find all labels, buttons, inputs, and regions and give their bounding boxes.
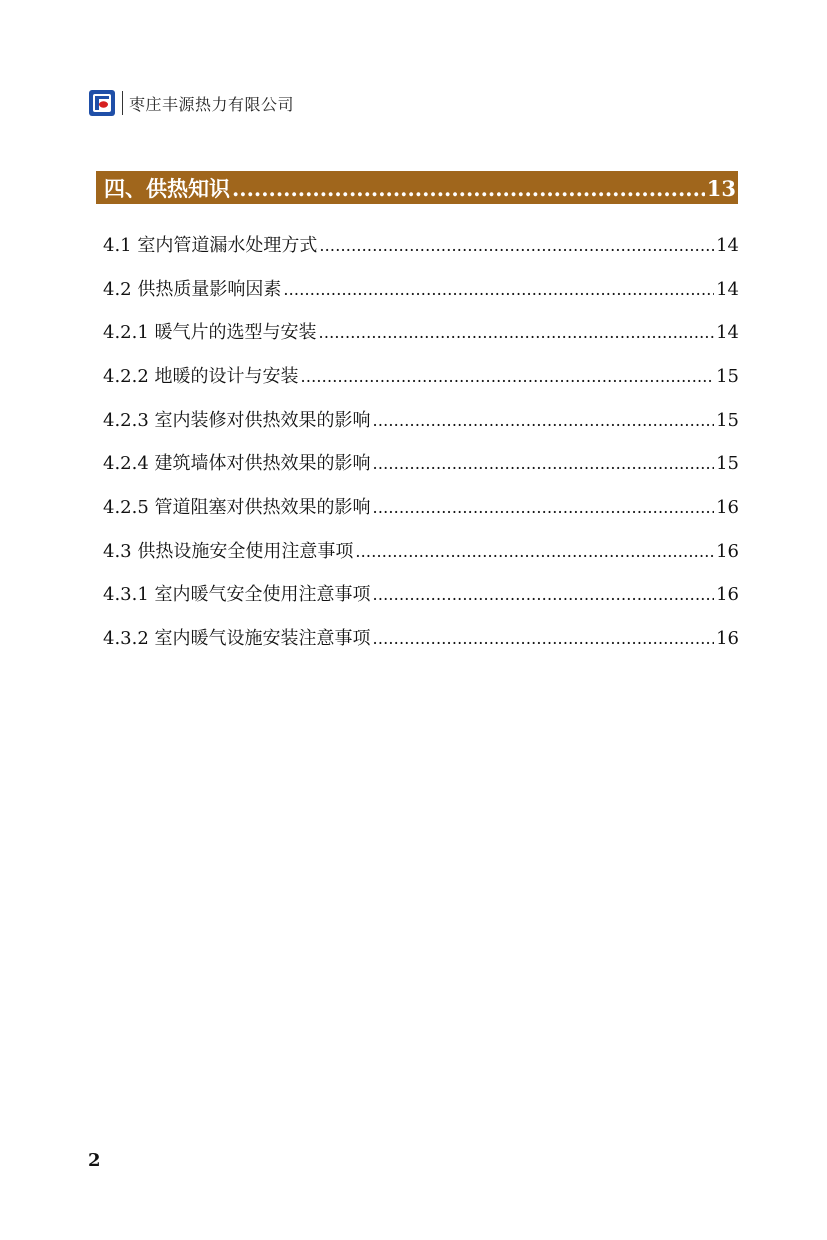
toc-entry[interactable] [103,572,739,616]
toc-entry-label: 4.2.5 管道阻塞对供热效果的影响 [103,496,371,518]
dot-leader [319,323,715,342]
page-number: 2 [88,1150,101,1171]
toc-entry-page: 15 [716,365,739,387]
toc-entry[interactable] [103,397,739,441]
dot-leader [355,542,714,561]
toc-entry-label: 4.2.3 室内装修对供热效果的影响 [103,409,371,431]
toc-entry-label: 4.3.1 室内暖气安全使用注意事项 [103,584,371,606]
fengyuan-logo-icon [88,89,116,117]
toc-entry[interactable] [103,309,739,353]
toc-entry-page: 15 [716,409,739,431]
dot-leader [373,585,715,604]
toc-entry-label: 4.2.2 地暖的设计与安装 [103,365,299,387]
dot-leader [232,176,705,201]
toc-entry-label: 4.2.4 建筑墙体对供热效果的影响 [103,453,371,475]
dot-leader [283,280,714,299]
toc-entry-label: 4.3 供热设施安全使用注意事项 [103,540,354,562]
page-header [88,88,294,118]
toc-entry-page: 16 [716,584,739,606]
dot-leader [301,367,715,386]
section-page-number: 13 [706,175,736,201]
toc-entry-label: 4.1 室内管道漏水处理方式 [103,234,318,256]
toc-entry[interactable] [103,222,739,266]
toc-entry[interactable] [103,266,739,310]
toc-entry-page: 14 [716,278,739,300]
toc-entry[interactable] [103,528,739,572]
dot-leader [373,629,715,648]
dot-leader [373,498,715,517]
section-title: 四、供热知识 [104,175,230,201]
toc-entry-page: 16 [716,628,739,650]
toc-entry-label: 4.2 供热质量影响因素 [103,278,282,300]
toc-entry-label: 4.2.1 暖气片的选型与安装 [103,322,317,344]
dot-leader [319,236,714,255]
toc-entry-page: 14 [716,234,739,256]
toc-entries [103,222,739,659]
toc-entry[interactable] [103,615,739,659]
header-divider [122,91,123,115]
toc-section-heading[interactable] [96,171,738,204]
toc-entry[interactable] [103,484,739,528]
toc-entry-page: 15 [716,453,739,475]
dot-leader [373,411,715,430]
toc-entry-page: 16 [716,496,739,518]
toc-entry-page: 16 [716,540,739,562]
toc-entry-label: 4.3.2 室内暖气设施安装注意事项 [103,628,371,650]
dot-leader [373,454,715,473]
toc-entry-page: 14 [716,322,739,344]
company-name: 枣庄丰源热力有限公司 [129,94,295,114]
toc-entry[interactable] [103,353,739,397]
toc-entry[interactable] [103,440,739,484]
